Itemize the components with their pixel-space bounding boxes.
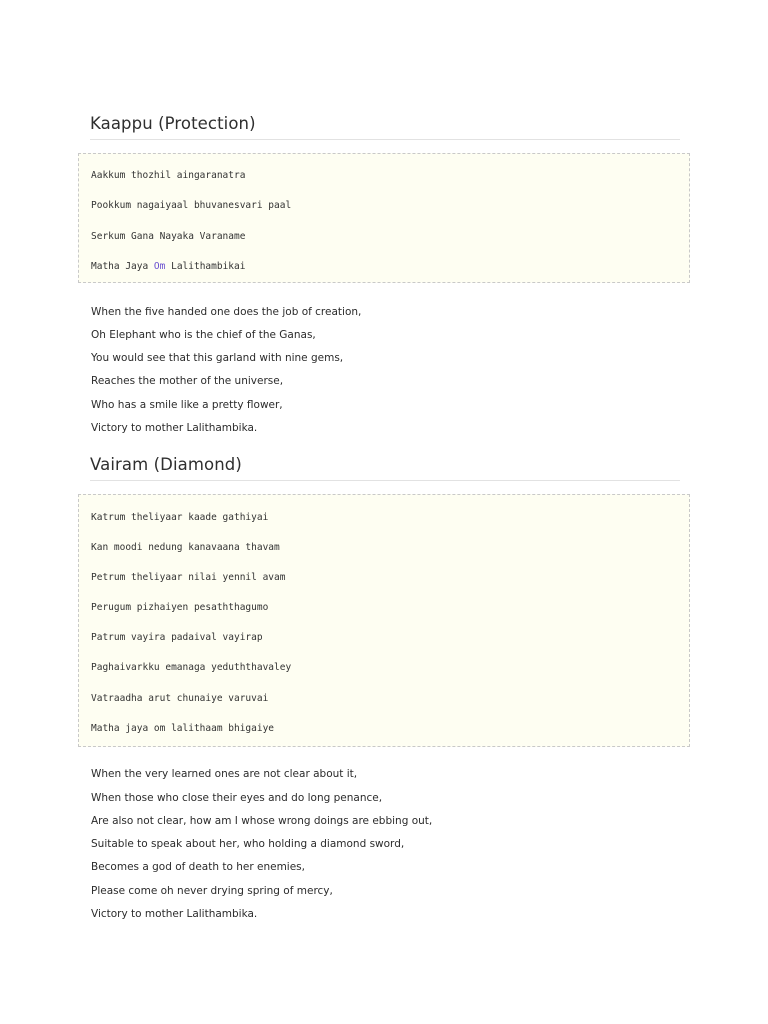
verse-highlight-word: Om [153, 261, 166, 272]
translation-line: Who has a smile like a pretty flower, [91, 399, 283, 411]
verse-line: Perugum pizhaiyen pesaththagumo [91, 602, 269, 613]
translation-line: You would see that this garland with nine gems, [91, 352, 344, 364]
verse-line: Petrum theliyaar nilai yennil avam [91, 572, 286, 583]
translation-line: Suitable to speak about her, who holding a diamond sword, [91, 838, 405, 850]
verse-line: Vatraadha arut chunaiye varuvai [91, 693, 269, 704]
verse-box-kaappu [78, 153, 690, 283]
verse-line: Pookkum nagaiyaal bhuvanesvari paal [91, 200, 292, 211]
translation-line: When the very learned ones are not clear about it, [91, 768, 358, 780]
verse-line: Kan moodi nedung kanavaana thavam [91, 542, 280, 553]
verse-line [91, 261, 245, 272]
translation-line: Victory to mother Lalithambika. [91, 908, 258, 920]
translation-line: Becomes a god of death to her enemies, [91, 861, 305, 873]
translation-line: Reaches the mother of the universe, [91, 375, 284, 387]
verse-line: Paghaivarkku emanaga yeduththavaley [91, 662, 292, 673]
section-title-kaappu: Kaappu (Protection) [90, 114, 680, 140]
translation-line: When those who close their eyes and do long penance, [91, 792, 383, 804]
verse-line: Serkum Gana Nayaka Varaname [91, 231, 246, 242]
translation-line: Victory to mother Lalithambika. [91, 422, 258, 434]
verse-line-part: Matha Jaya [91, 261, 154, 272]
translation-line: Oh Elephant who is the chief of the Ganas, [91, 329, 316, 341]
verse-line-part: Lalithambikai [165, 261, 246, 272]
section-title-vairam: Vairam (Diamond) [90, 455, 680, 481]
verse-line: Aakkum thozhil aingaranatra [91, 170, 246, 181]
verse-line: Matha jaya om lalithaam bhigaiye [91, 723, 275, 734]
verse-line: Katrum theliyaar kaade gathiyai [91, 512, 269, 523]
verse-box-vairam [78, 494, 690, 747]
verse-line: Patrum vayira padaival vayirap [91, 632, 263, 643]
translation-line: Are also not clear, how am I whose wrong doings are ebbing out, [91, 815, 433, 827]
translation-line: When the five handed one does the job of creation, [91, 306, 362, 318]
translation-line: Please come oh never drying spring of mercy, [91, 885, 333, 897]
